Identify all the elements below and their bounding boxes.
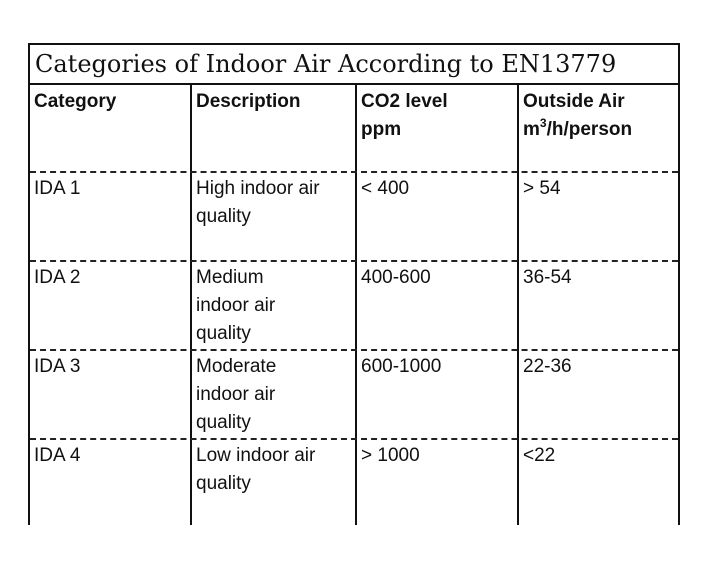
row-ida1-category: IDA 1 <box>34 178 81 199</box>
header-outside-air <box>523 88 632 144</box>
ida-categories-table <box>28 43 680 525</box>
description-line: quality <box>196 473 251 494</box>
row-separator <box>30 438 678 440</box>
column-divider <box>517 85 519 525</box>
row-separator <box>30 349 678 351</box>
row-ida1-co2: < 400 <box>361 178 410 199</box>
row-ida3-outside-air: 22-36 <box>523 356 572 377</box>
header-description: Description <box>196 91 301 112</box>
description-line: indoor air <box>196 384 276 405</box>
table-title: Categories of Indoor Air According to EN13779 <box>30 45 678 85</box>
description-line: High indoor air <box>196 178 320 199</box>
description-line: quality <box>196 206 251 227</box>
header-outside-line2 <box>523 116 632 144</box>
row-ida4-category: IDA 4 <box>34 445 81 466</box>
description-line: Medium <box>196 267 264 288</box>
row-ida4-co2: > 1000 <box>361 445 420 466</box>
row-ida3-description <box>196 353 276 437</box>
header-outside-unit-exponent: 3 <box>539 115 547 130</box>
header-co2-level <box>361 88 448 144</box>
row-ida2-category: IDA 2 <box>34 267 81 288</box>
row-ida2-description <box>196 264 275 348</box>
header-co2-line1: CO2 level <box>361 91 448 112</box>
description-line: quality <box>196 412 251 433</box>
row-separator <box>30 260 678 262</box>
row-ida2-co2: 400-600 <box>361 267 431 288</box>
description-line: Moderate <box>196 356 277 377</box>
row-ida2-outside-air: 36-54 <box>523 267 572 288</box>
row-ida3-co2: 600-1000 <box>361 356 442 377</box>
row-ida3-category: IDA 3 <box>34 356 81 377</box>
row-ida4-outside-air: <22 <box>523 445 556 466</box>
header-category: Category <box>34 91 117 112</box>
description-line: indoor air <box>196 295 276 316</box>
column-divider <box>355 85 357 525</box>
header-co2-line2: ppm <box>361 119 402 140</box>
header-outside-unit-m: m <box>523 119 540 140</box>
row-ida1-outside-air: > 54 <box>523 178 561 199</box>
header-outside-unit-rest: /h/person <box>546 119 633 140</box>
header-outside-line1: Outside Air <box>523 91 625 112</box>
row-separator <box>30 171 678 173</box>
row-ida1-description <box>196 175 320 231</box>
description-line: Low indoor air <box>196 445 316 466</box>
row-ida4-description <box>196 442 315 498</box>
column-divider <box>190 85 192 525</box>
description-line: quality <box>196 323 251 344</box>
